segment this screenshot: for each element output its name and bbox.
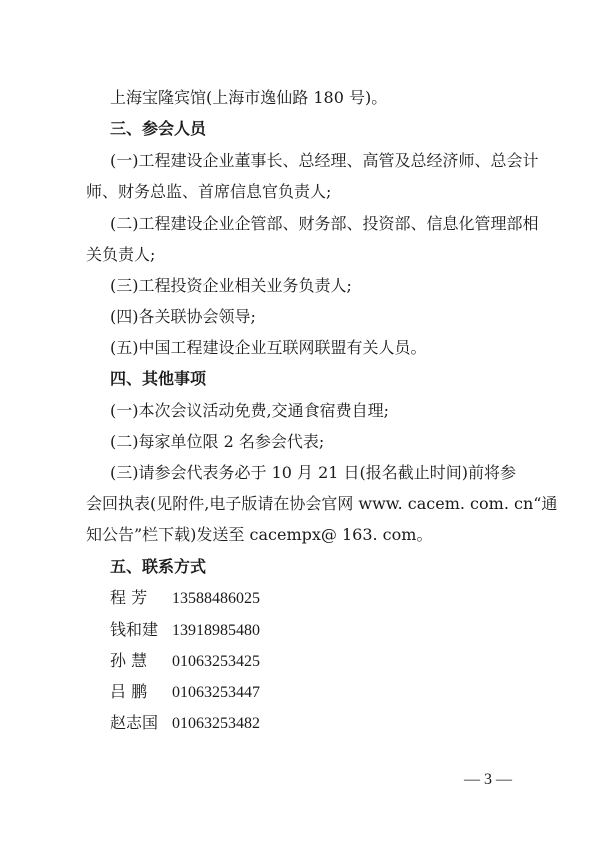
section3-item3: (三)工程投资企业相关业务负责人; [110,276,352,295]
section4-item3-line1: (三)请参会代表务必于 10 月 21 日(报名截止时间)前将参 [110,463,517,482]
contact-row [110,588,260,609]
contact-name: 赵志国 [110,713,159,732]
section3-item5: (五)中国工程建设企业互联网联盟有关人员。 [110,338,427,357]
section3-item2-line2: 关负责人; [86,245,156,264]
contact-phone: 01063253447 [172,684,260,701]
page-number: — 3 — [464,771,512,788]
contact-row [110,713,260,734]
contact-phone: 01063253425 [172,653,260,670]
section4-item2: (二)每家单位限 2 名参会代表; [110,432,325,451]
contact-row [110,651,260,672]
contact-name: 钱和建 [110,620,159,639]
section5-heading: 五、联系方式 [110,557,207,576]
contact-row [110,682,260,703]
contact-row [110,620,260,641]
section4-heading: 四、其他事项 [110,369,207,388]
contact-name: 吕 鹏 [110,682,148,701]
contact-name: 程 芳 [110,588,148,607]
section3-item1-line2: 师、财务总监、首席信息官负责人; [86,182,332,201]
contact-phone: 13918985480 [172,622,260,639]
contact-phone: 13588486025 [172,590,260,607]
section4-item3-line2: 会回执表(见附件,电子版请在协会官网 www. cacem. com. cn“通 [86,494,558,513]
contact-name: 孙 慧 [110,651,148,670]
section4-item1: (一)本次会议活动免费,交通食宿费自理; [110,401,389,420]
contact-phone: 01063253482 [172,715,260,732]
section4-item3-line3: 知公告”栏下载)发送至 cacempx@ 163. com。 [86,525,433,544]
section3-item4: (四)各关联协会领导; [110,307,256,326]
section3-heading: 三、参会人员 [110,119,207,138]
section3-item2-line1: (二)工程建设企业企管部、财务部、投资部、信息化管理部相 [110,214,539,233]
section3-item1-line1: (一)工程建设企业董事长、总经理、高管及总经济师、总会计 [110,151,539,170]
venue-line: 上海宝隆宾馆(上海市逸仙路 180 号)。 [110,88,388,107]
